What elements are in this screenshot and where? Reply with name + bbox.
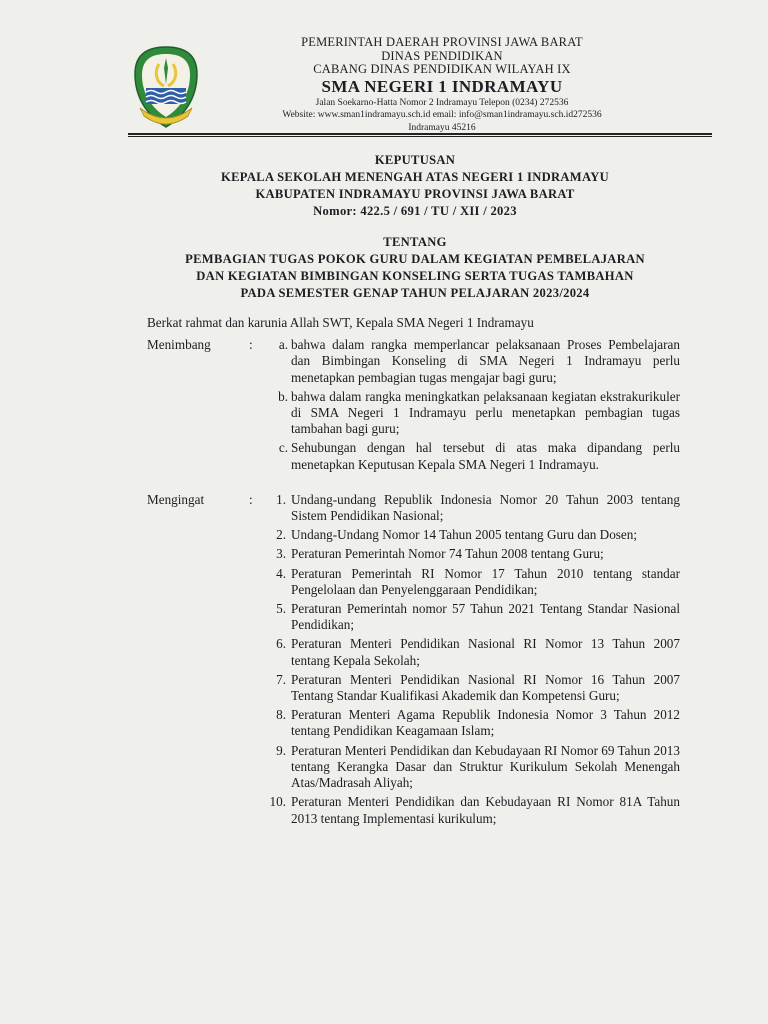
mengingat-item-marker: 4. [276, 565, 286, 581]
subject-title: TENTANG [383, 235, 447, 249]
mengingat-item [268, 707, 680, 740]
mengingat-item-marker: 7. [276, 671, 286, 687]
menimbang-item-marker: c. [278, 440, 288, 456]
school-name: SMA NEGERI 1 INDRAMAYU [321, 76, 563, 96]
mengingat-item-marker: 9. [276, 742, 286, 758]
decree-title: KEPUTUSAN [374, 153, 456, 167]
mengingat-item [268, 601, 680, 634]
mengingat-item [268, 492, 680, 525]
mengingat-item [268, 794, 680, 827]
school-website-email: Website: www.sman1indramayu.sch.id email: info@sman1indramayu.sch.id272536 [282, 110, 602, 120]
letterhead [232, 36, 652, 134]
mengingat-item-text: Peraturan Menteri Pendidikan Nasional RI Nomor 13 Tahun 2007 tentang Kepala Sekolah; [291, 636, 680, 668]
mengingat-item-marker: 5. [276, 600, 286, 616]
menimbang-label: Menimbang [147, 337, 211, 352]
mengingat-item-text: Peraturan Menteri Pendidikan Nasional RI Nomor 16 Tahun 2007 Tentang Standar Kualifikasi Akademik dan Kompetensi Guru; [291, 671, 680, 704]
jawa-barat-emblem-logo [130, 44, 202, 130]
menimbang-item-marker: b. [278, 388, 288, 404]
subject-line-1: PEMBAGIAN TUGAS POKOK GURU DALAM KEGIATAN PEMBELAJARAN [185, 252, 645, 266]
mengingat-item-text: Peraturan Menteri Agama Republik Indonesia Nomor 3 Tahun 2012 tentang Pendidikan Keagamaan Islam; [291, 707, 680, 739]
department-name: DINAS PENDIDIKAN [381, 48, 503, 63]
school-address: Jalan Soekarno-Hatta Nomor 2 Indramayu Telepon (0234) 272536 [315, 97, 569, 108]
decree-region: KABUPATEN INDRAMAYU PROVINSI JAWA BARAT [255, 187, 575, 201]
menimbang-list [268, 337, 680, 476]
opening-statement: Berkat rahmat dan karunia Allah SWT, Kepala SMA Negeri 1 Indramayu [147, 315, 534, 330]
mengingat-item-marker: 6. [276, 636, 286, 652]
menimbang-item-text: bahwa dalam rangka meningkatkan pelaksanaan kegiatan ekstrakurikuler di SMA Negeri 1 Indramayu perlu menetapkan pembagian tugas tambahan bagi guru; [291, 388, 680, 437]
mengingat-item [268, 672, 680, 705]
menimbang-colon: : [249, 337, 253, 352]
mengingat-label: Mengingat [147, 492, 205, 507]
mengingat-colon: : [249, 492, 253, 507]
mengingat-item-marker: 1. [276, 492, 286, 507]
branch-office-name: CABANG DINAS PENDIDIKAN WILAYAH IX [313, 62, 571, 76]
menimbang-item-marker: a. [278, 337, 288, 352]
menimbang-item-text: bahwa dalam rangka memperlancar pelaksanaan Proses Pembelajaran dan Bimbingan Konseling di SMA Negeri 1 Indramayu perlu menetapkan pembagian tugas mengajar bagi guru; [291, 337, 680, 385]
mengingat-item-marker: 3. [276, 546, 286, 562]
subject-heading [120, 234, 710, 302]
mengingat-item-text: Peraturan Menteri Pendidikan dan Kebudayaan RI Nomor 69 Tahun 2013 tentang Kerangka Dasar dan Struktur Kurikulum Sekolah Menengah Atas/Madrasah Aliyah; [291, 742, 680, 791]
mengingat-item [268, 566, 680, 599]
decree-issuer: KEPALA SEKOLAH MENENGAH ATAS NEGERI 1 INDRAMAYU [221, 170, 609, 184]
mengingat-item-text: Peraturan Pemerintah Nomor 74 Tahun 2008 tentang Guru; [291, 546, 604, 562]
menimbang-item-text: Sehubungan dengan hal tersebut di atas maka dipandang perlu menetapkan Keputusan Kepala SMA Negeri 1 Indramayu. [291, 440, 680, 472]
mengingat-item [268, 636, 680, 669]
mengingat-item [268, 546, 680, 562]
mengingat-item-text: Undang-undang Republik Indonesia Nomor 20 Tahun 2003 tentang Sistem Pendidikan Nasional; [291, 492, 680, 524]
menimbang-item [268, 389, 680, 438]
menimbang-item [268, 337, 680, 386]
letterhead-divider-thin [128, 136, 712, 137]
mengingat-item-marker: 8. [276, 707, 286, 723]
mengingat-item-text: Peraturan Pemerintah nomor 57 Tahun 2021 Tentang Standar Nasional Pendidikan; [291, 600, 680, 633]
mengingat-item-text: Undang-Undang Nomor 14 Tahun 2005 tentang Guru dan Dosen; [291, 527, 638, 543]
decree-number: Nomor: 422.5 / 691 / TU / XII / 2023 [313, 204, 517, 218]
mengingat-item-marker: 10. [269, 794, 286, 810]
decree-heading [120, 152, 710, 220]
mengingat-item [268, 743, 680, 792]
subject-line-3: PADA SEMESTER GENAP TAHUN PELAJARAN 2023/2024 [240, 286, 590, 300]
mengingat-list [268, 492, 680, 830]
menimbang-item [268, 440, 680, 473]
mengingat-item-text: Peraturan Menteri Pendidikan dan Kebudayaan RI Nomor 81A Tahun 2013 tentang Implementasi kurikulum; [291, 794, 680, 826]
mengingat-item-marker: 2. [276, 527, 286, 543]
government-name: PEMERINTAH DAERAH PROVINSI JAWA BARAT [301, 35, 583, 49]
subject-line-2: DAN KEGIATAN BIMBINGAN KONSELING SERTA TUGAS TAMBAHAN [196, 269, 634, 283]
letterhead-divider-thick [128, 133, 712, 135]
mengingat-item-text: Peraturan Pemerintah RI Nomor 17 Tahun 2010 tentang standar Pengelolaan dan Penyelenggaraan Pendidikan; [291, 565, 680, 597]
mengingat-item [268, 527, 680, 543]
school-city-postal: Indramayu 45216 [408, 122, 476, 133]
